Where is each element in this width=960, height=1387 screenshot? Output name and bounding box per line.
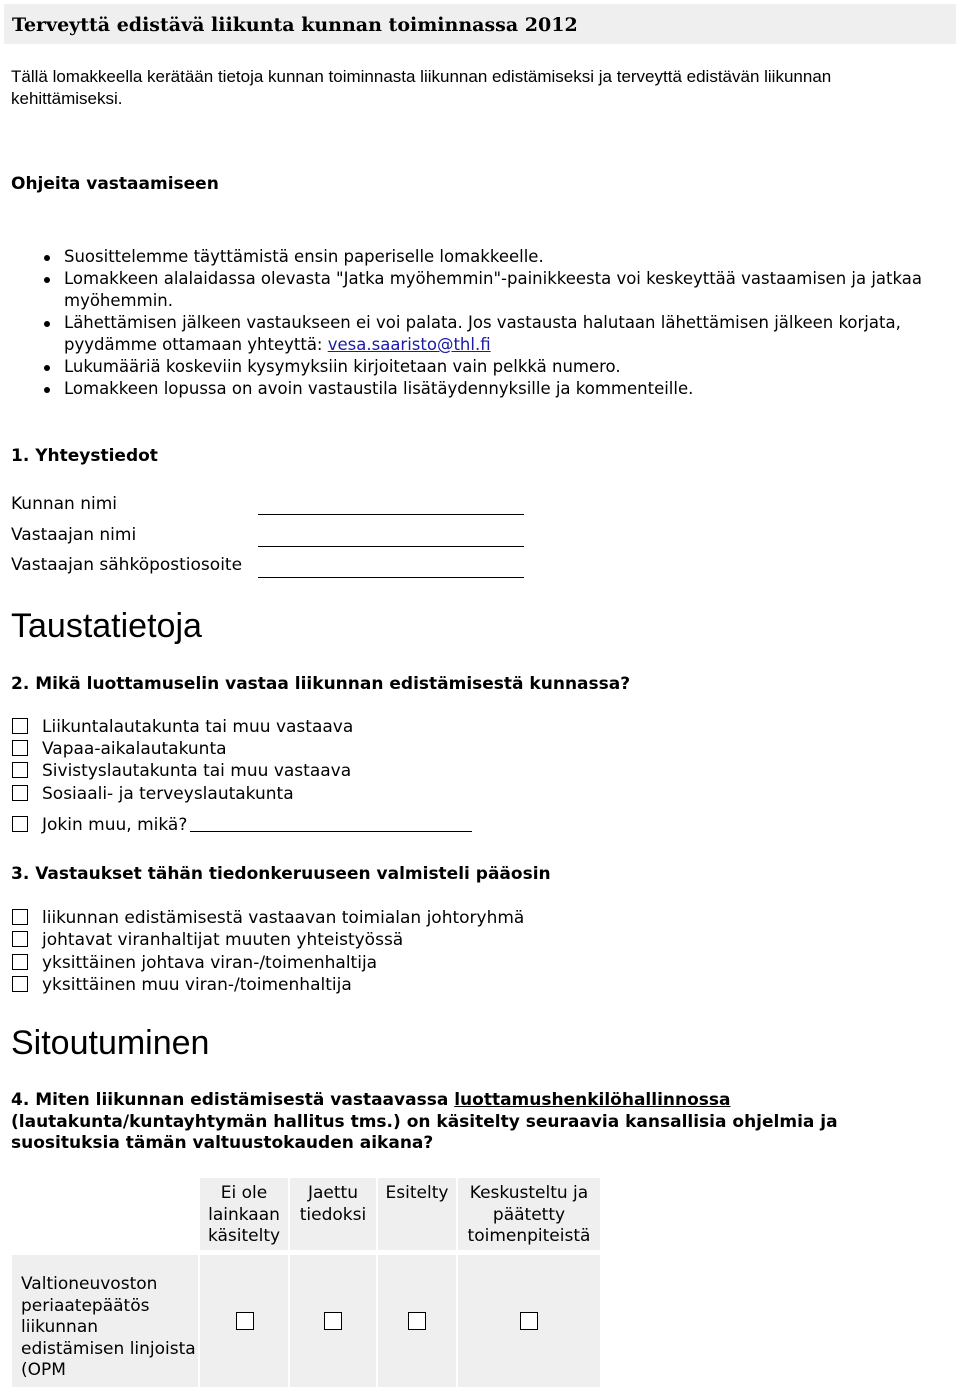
page-title: Terveyttä edistävä liikunta kunnan toiminnassa 2012	[12, 14, 578, 36]
title-bar	[4, 4, 956, 44]
municipality-label: Kunnan nimi	[11, 494, 118, 514]
respondent-email-label: Vastaajan sähköpostiosoite	[11, 555, 243, 575]
instructions-list	[40, 246, 940, 400]
instruction-item: Suosittelemme täyttämistä ensin paperiselle lomakkeelle.	[40, 246, 940, 268]
checkbox[interactable]	[12, 785, 28, 801]
intro-text: Tällä lomakkeella kerätään tietoja kunnan toiminnasta liikunnan edistämiseksi ja terveyttä edistävän liikunnan kehittämiseksi.	[11, 67, 832, 108]
respondent-email-input[interactable]	[258, 577, 524, 578]
q3-question: 3. Vastaukset tähän tiedonkeruuseen valmisteli pääosin	[11, 864, 551, 884]
checkbox[interactable]	[520, 1312, 538, 1330]
table-row-label: Valtioneuvoston periaatepäätös liikunnan edistämisen linjoista (OPM	[12, 1255, 198, 1387]
table-cell	[200, 1255, 288, 1387]
instruction-item: Lomakkeen alalaidassa olevasta "Jatka myöhemmin"-painikkeesta voi keskeyttää vastaamisen ja jatkaa myöhemmin.	[40, 268, 940, 312]
checkbox[interactable]	[12, 976, 28, 992]
checkbox[interactable]	[12, 954, 28, 970]
municipality-input[interactable]	[258, 514, 524, 515]
table-cell	[378, 1255, 456, 1387]
instruction-item: Lomakkeen lopussa on avoin vastaustila lisätäydennyksille ja kommenteille.	[40, 378, 940, 400]
checkbox[interactable]	[12, 762, 28, 778]
contact-heading: 1. Yhteystiedot	[11, 446, 158, 466]
table-corner	[12, 1178, 198, 1250]
checkbox[interactable]	[408, 1312, 426, 1330]
checkbox[interactable]	[324, 1312, 342, 1330]
instructions-heading: Ohjeita vastaamiseen	[11, 174, 219, 194]
q2-question: 2. Mikä luottamuselin vastaa liikunnan edistämisestä kunnassa?	[11, 674, 631, 694]
checkbox[interactable]	[12, 718, 28, 734]
instruction-item: Lähettämisen jälkeen vastaukseen ei voi palata. Jos vastausta halutaan lähettämisen jälkeen korjata, pyydämme ottamaan yhteyttä: vesa.saaristo@thl.fi	[40, 312, 940, 356]
respondent-name-input[interactable]	[258, 546, 524, 547]
table-header-cell: Keskusteltu ja päätetty toimenpiteistä	[458, 1178, 600, 1250]
respondent-name-label: Vastaajan nimi	[11, 525, 137, 545]
checkbox[interactable]	[12, 816, 28, 832]
contact-email-link[interactable]: vesa.saaristo@thl.fi	[327, 335, 491, 354]
checkbox[interactable]	[12, 740, 28, 756]
table-header-cell: Esitelty	[378, 1178, 456, 1250]
table-cell	[458, 1255, 600, 1387]
background-heading: Taustatietoja	[11, 607, 202, 645]
table-header-cell: Ei ole lainkaan käsitelty	[200, 1178, 288, 1250]
table-header-cell: Jaettu tiedoksi	[290, 1178, 376, 1250]
checkbox[interactable]	[236, 1312, 254, 1330]
q4-question: 4. Miten liikunnan edistämisestä vastaavassa luottamushenkilöhallinnossa (lautakunta/kuntayhtymän hallitus tms.) on käsitelty seuraavia kansallisia ohjelmia ja suosituksia tämän valtuustokauden aikana?	[11, 1090, 838, 1153]
checkbox[interactable]	[12, 909, 28, 925]
checkbox[interactable]	[12, 931, 28, 947]
instruction-item: Lukumääriä koskeviin kysymyksiin kirjoitetaan vain pelkkä numero.	[40, 356, 940, 378]
commitment-heading: Sitoutuminen	[11, 1024, 210, 1062]
table-cell	[290, 1255, 376, 1387]
q2-other-input[interactable]	[190, 831, 472, 832]
